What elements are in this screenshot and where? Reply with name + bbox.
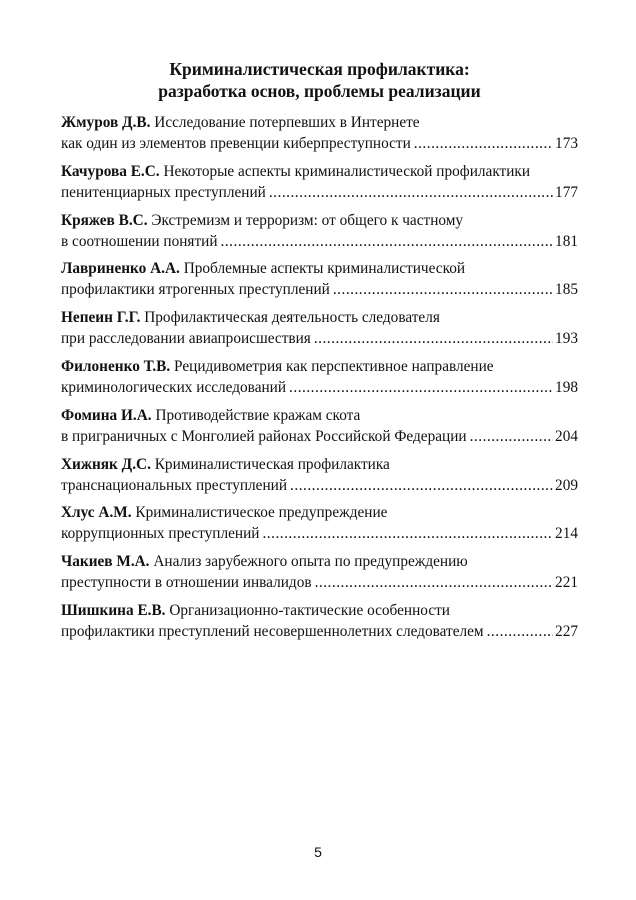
toc-entry[interactable] [61,600,578,642]
table-of-contents [61,58,578,649]
toc-entry[interactable] [61,454,578,496]
entry-author: Хижняк Д.С. [61,455,151,473]
entry-page-number: 198 [555,378,578,396]
entry-title-line1: Проблемные аспекты криминалистической [183,260,466,278]
entry-title-line1: Организационно-тактические особенности [169,601,450,619]
entry-title-line2: преступности в отношении инвалидов [61,574,312,592]
dot-leader [470,426,553,447]
dot-leader [333,279,553,300]
entry-title-line2: в соотношении понятий [61,232,218,250]
entry-author: Шишкина Е.В. [61,601,166,619]
dot-leader [314,328,553,349]
entry-title-line1: Исследование потерпевших в Интернете [154,114,420,131]
dot-leader [289,377,553,398]
toc-entry[interactable] [61,258,578,300]
entry-title-line2: криминологических исследований [61,378,287,396]
dot-leader [414,133,553,154]
toc-entry[interactable] [61,405,578,447]
toc-entry[interactable] [61,502,578,544]
entry-author: Кряжев В.С. [61,211,148,229]
page-number: 5 [314,844,322,860]
entry-author: Лавриненко А.А. [61,260,180,278]
dot-leader [487,621,553,642]
toc-entry[interactable] [61,551,578,593]
entry-author: Фомина И.А. [61,406,152,424]
entry-page-number: 185 [555,281,578,299]
entry-author: Филоненко Т.В. [61,357,171,375]
entry-title-line1: Рецидивометрия как перспективное направление [174,357,494,375]
dot-leader [290,475,553,496]
dot-leader [315,572,553,593]
entry-title-line2: пенитенциарных преступлений [61,183,266,201]
entry-author: Непеин Г.Г. [61,309,141,327]
entry-page-number: 181 [555,232,578,250]
entry-page-number: 209 [555,476,578,494]
toc-entry[interactable] [61,307,578,349]
entry-title-line1: Криминалистическое предупреждение [135,504,388,522]
entry-title-line2: профилактики преступлений несовершеннолетних следователем [61,622,484,640]
section-title-line1: Криминалистическая профилактика: [169,59,470,79]
toc-entry[interactable] [61,112,578,154]
entry-page-number: 193 [555,330,578,348]
dot-leader [221,231,554,252]
entry-page-number: 214 [555,525,578,543]
section-title-line2: разработка основ, проблемы реализации [158,81,481,101]
entry-author: Хлус А.М. [61,504,132,522]
entry-page-number: 177 [555,183,578,201]
dot-leader [262,523,553,544]
entry-author: Качурова Е.С. [61,162,160,180]
entry-title-line2: транснациональных преступлений [61,476,288,494]
entry-page-number: 173 [555,135,578,152]
entry-title-line1: Анализ зарубежного опыта по предупреждению [153,553,468,571]
toc-entry[interactable] [61,356,578,398]
entry-author: Жмуров Д.В. [61,114,151,131]
entry-page-number: 227 [555,622,578,640]
entry-page-number: 221 [555,574,578,592]
dot-leader [269,182,553,203]
entry-title-line2: при расследовании авиапроисшествия [61,330,311,348]
toc-entry[interactable] [61,161,578,203]
entry-title-line1: Профилактическая деятельность следователя [144,309,440,327]
entry-title-line2: в приграничных с Монголией районах Российской Федерации [61,427,467,445]
entry-page-number: 204 [555,427,578,445]
entry-title-line2: профилактики ятрогенных преступлений [61,281,330,299]
entry-author: Чакиев М.А. [61,553,150,571]
entry-title-line2: коррупционных преступлений [61,525,260,543]
toc-entry[interactable] [61,210,578,252]
entry-title-line2: как один из элементов превенции киберпреступности [61,135,411,152]
entry-title-line1: Криминалистическая профилактика [154,455,390,473]
entry-title-line1: Противодействие кражам скота [155,406,361,424]
entry-title-line1: Некоторые аспекты криминалистической профилактики [163,162,531,180]
entry-title-line1: Экстремизм и терроризм: от общего к частному [151,211,464,229]
section-title [61,58,578,102]
